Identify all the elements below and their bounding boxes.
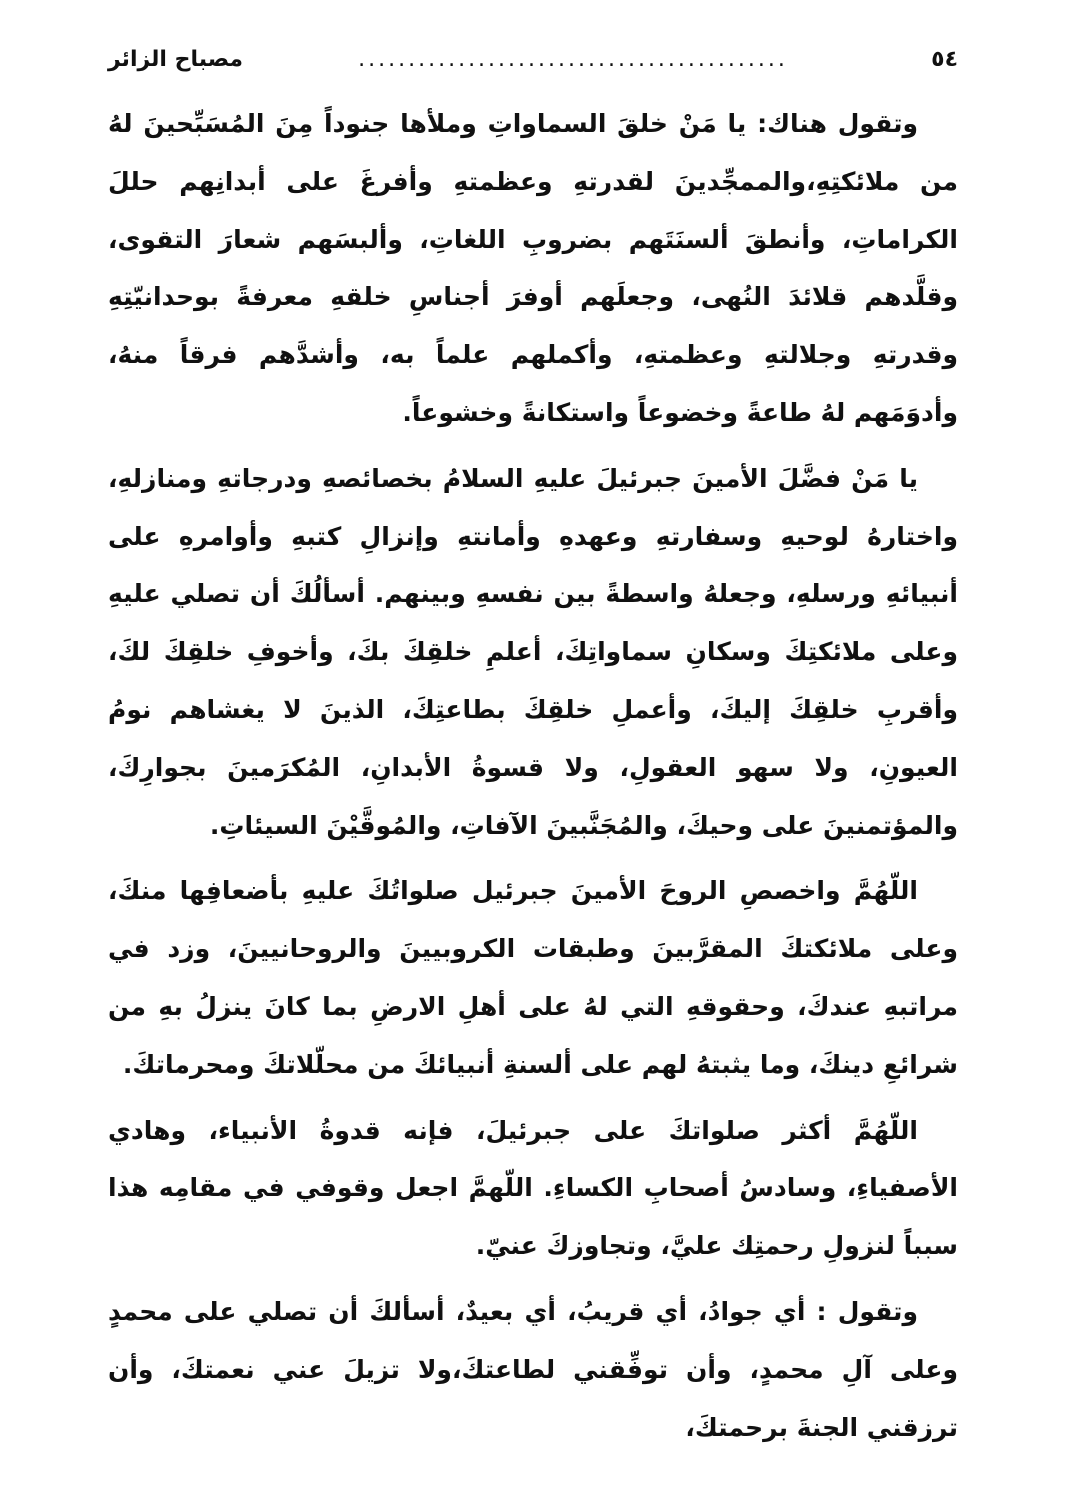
paragraph: وتقول : أي جوادُ، أي قريبُ، أي بعيدٌ، أسألكَ أن تصلي على محمدٍ وعلى آلِ محمدٍ، وأن توفِّقني لطاعتكَ،ولا تزيلَ عني نعمتكَ، وأن ترزقني الجنةَ برحمتكَ،	[108, 1296, 958, 1442]
paragraph: اللّهُمَّ واخصصِ الروحَ الأمينَ جبرئيل صلواتُكَ عليهِ بأضعافِها منكَ، وعلى ملائكتكَ المقرَّبينَ وطبقات الكروبيينَ والروحانيينَ، وزد في مراتبهِ عندكَ، وحقوقهِ التي لهُ على أهلِ الارضِ بما كانَ ينزلُ بهِ من شرائعِ دينكَ، وما يثبتهُ لهم على ألسنةِ أنبيائكَ من محلّلاتكَ ومحرماتكَ.	[108, 876, 958, 1079]
page-body	[108, 95, 958, 1464]
book-title: مصباح الزائر	[108, 47, 244, 72]
paragraph: وتقول هناك: يا مَنْ خلقَ السماواتِ وملأها جنوداً مِنَ المُسَبِّحينَ لهُ من ملائكتِهِ،والممجِّدينَ لقدرتهِ وعظمتهِ وأفرغَ على أبدانِهم حللَ الكراماتِ، وأنطقَ ألسنَتَهم بضروبِ اللغاتِ، وألبسَهم شعارَ التقوى، وقلَّدهم قلائدَ النُهى، وجعلَهم أوفرَ أجناسِ خلقهِ معرفةً بوحدانيّتِهِ وقدرتهِ وجلالتهِ وعظمتهِ، وأكملهم علماً به، وأشدَّهم فرقاً منهُ، وأدوَمَهم لهُ طاعةً وخضوعاً واستكانةً وخشوعاً.	[108, 109, 958, 427]
leader-dots: ...........................................	[358, 47, 788, 72]
paragraph: اللّهُمَّ أكثر صلواتكَ على جبرئيلَ، فإنه قدوةُ الأنبياء، وهادي الأصفياءِ، وسادسُ أصحابِ الكساءِ. اللّهمَّ اجعل وقوفي في مقامِه هذا سبباً لنزولِ رحمتِك عليَّ، وتجاوزكَ عنيّ.	[108, 1115, 958, 1261]
paragraph: يا مَنْ فضَّلَ الأمينَ جبرئيلَ عليهِ السلامُ بخصائصهِ ودرجاتهِ ومنازلهِ، واختارهُ لوحيهِ وسفارتهِ وعهدهِ وأمانتهِ وإنزالِ كتبهِ وأوامرهِ على أنبيائهِ ورسلهِ، وجعلهُ واسطةً بين نفسهِ وبينهم. أسألُكَ أن تصلي عليهِ وعلى ملائكتِكَ وسكانِ سماواتِكَ، أعلمِ خلقِكَ بكَ، وأخوفِ خلقِكَ لكَ، وأقربِ خلقِكَ إليكَ، وأعملِ خلقِكَ بطاعتِكَ، الذينَ لا يغشاهم نومُ العيونِ، ولا سهو العقولِ، ولا قسوةُ الأبدانِ، المُكرَمينَ بجوارِكَ، والمؤتمنينَ على وحيكَ، والمُجَنَّبينَ الآفاتِ، والمُوقَّيْنَ السيئاتِ.	[108, 463, 958, 840]
page-number: ٥٤	[931, 47, 958, 72]
running-header	[108, 40, 958, 80]
